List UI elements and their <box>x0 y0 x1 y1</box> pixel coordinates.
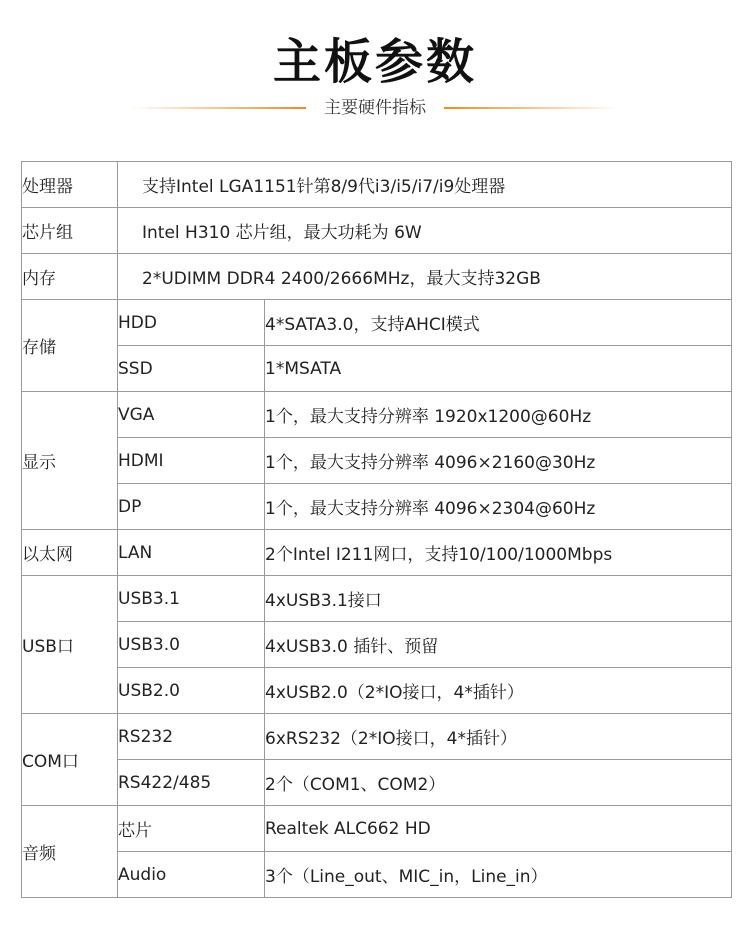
value-lan: 2个Intel I211网口，支持10/100/1000Mbps <box>265 530 732 576</box>
value-rs422-485: 2个（COM1、COM2） <box>265 760 732 806</box>
table-row-display-hdmi <box>22 438 732 484</box>
category-display: 显示 <box>22 392 118 530</box>
item-usb20: USB2.0 <box>118 668 265 714</box>
table-row-cpu <box>22 162 732 208</box>
value-vga: 1个，最大支持分辨率 1920x1200@60Hz <box>265 392 732 438</box>
item-vga: VGA <box>118 392 265 438</box>
table-row-storage-hdd <box>22 300 732 346</box>
item-rs232: RS232 <box>118 714 265 760</box>
value-rs232: 6xRS232（2*IO接口，4*插针） <box>265 714 732 760</box>
item-hdmi: HDMI <box>118 438 265 484</box>
value-audio-chip: Realtek ALC662 HD <box>265 806 732 852</box>
table-row-com-rs422 <box>22 760 732 806</box>
decorative-line-left <box>130 107 306 109</box>
category-chipset: 芯片组 <box>22 208 118 254</box>
value-usb30: 4xUSB3.0 插针、预留 <box>265 622 732 668</box>
table-row-usb31 <box>22 576 732 622</box>
value-chipset: Intel H310 芯片组，最大功耗为 6W <box>118 208 732 254</box>
category-memory: 内存 <box>22 254 118 300</box>
table-row-memory <box>22 254 732 300</box>
category-audio: 音频 <box>22 806 118 898</box>
table-row-display-dp <box>22 484 732 530</box>
value-cpu: 支持Intel LGA1151针第8/9代i3/i5/i7/i9处理器 <box>118 162 732 208</box>
table-row-com-rs232 <box>22 714 732 760</box>
value-hdd: 4*SATA3.0，支持AHCI模式 <box>265 300 732 346</box>
value-usb31: 4xUSB3.1接口 <box>265 576 732 622</box>
table-row-usb30 <box>22 622 732 668</box>
category-usb: USB口 <box>22 576 118 714</box>
value-usb20: 4xUSB2.0（2*IO接口，4*插针） <box>265 668 732 714</box>
item-usb31: USB3.1 <box>118 576 265 622</box>
value-dp: 1个，最大支持分辨率 4096×2304@60Hz <box>265 484 732 530</box>
table-row-chipset <box>22 208 732 254</box>
item-usb30: USB3.0 <box>118 622 265 668</box>
category-ethernet: 以太网 <box>22 530 118 576</box>
value-ssd: 1*MSATA <box>265 346 732 392</box>
category-storage: 存储 <box>22 300 118 392</box>
item-lan: LAN <box>118 530 265 576</box>
value-memory: 2*UDIMM DDR4 2400/2666MHz，最大支持32GB <box>118 254 732 300</box>
table-row-ethernet-lan <box>22 530 732 576</box>
item-audio-chip: 芯片 <box>118 806 265 852</box>
table-row-audio-chip <box>22 806 732 852</box>
item-ssd: SSD <box>118 346 265 392</box>
table-row-display-vga <box>22 392 732 438</box>
page-title: 主板参数 <box>272 34 477 90</box>
value-audio: 3个（Line_out、MIC_in，Line_in） <box>265 852 732 898</box>
spec-table <box>21 161 732 898</box>
item-audio: Audio <box>118 852 265 898</box>
subtitle-row <box>0 96 750 120</box>
table-row-storage-ssd <box>22 346 732 392</box>
category-com: COM口 <box>22 714 118 806</box>
page-subtitle: 主要硬件指标 <box>324 98 426 118</box>
table-row-audio-ports <box>22 852 732 898</box>
item-dp: DP <box>118 484 265 530</box>
value-hdmi: 1个，最大支持分辨率 4096×2160@30Hz <box>265 438 732 484</box>
item-hdd: HDD <box>118 300 265 346</box>
table-row-usb20 <box>22 668 732 714</box>
decorative-line-right <box>444 107 620 109</box>
category-cpu: 处理器 <box>22 162 118 208</box>
item-rs422-485: RS422/485 <box>118 760 265 806</box>
